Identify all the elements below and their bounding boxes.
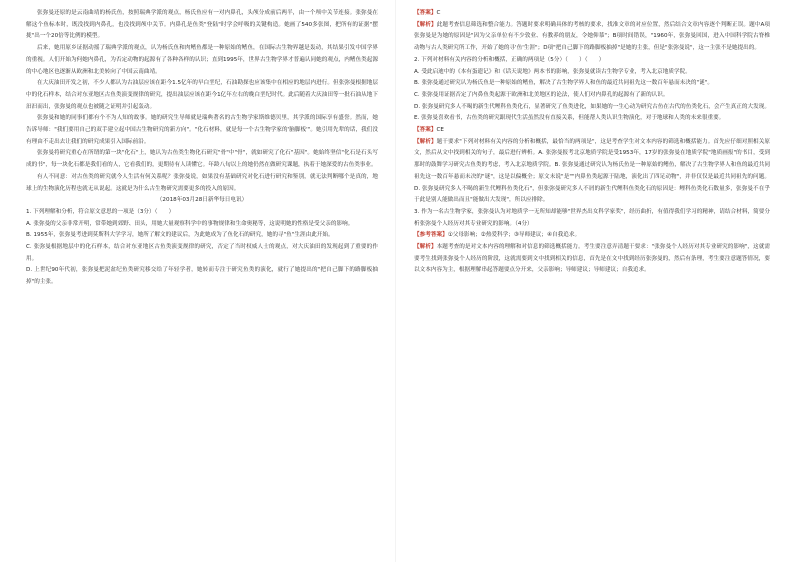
question-3: 3. 作为一名古生物学家，张弥曼认为对地质学一无所知却能够"世界杰出女科学家奖"，经历曲折，有值得我们学习的精神，请结合材料，简要分析张弥曼个人经历对其专业研究的影响。（4分）: [414, 208, 770, 227]
answer-1: [414, 8, 770, 20]
reference-answer-label: 【参考答案】: [414, 232, 448, 239]
question-2-option-a: A. 受此启迪中的《本有蛋遗记》和《话天说地》两本书的影响，张弥曼就读古生物学专业，考入北京地质学院。: [414, 68, 691, 75]
passage-paragraph: 后来，她用原乡证据动摇了瑞典学派的观点，认为杨氏鱼和肉鳍鱼都是一种原始的鳍鱼，在国际古生物界越是轰动，其结果引发中国学界的重视。人们开始为何她内鼻孔，为否定动物的起源有了各种各样的认识；直到1995年，世界古生物学界才普遍认同她的观点，内鳍鱼类起源的中心地区也逐渐从欧洲和北美转向了中国云南曲靖。: [26, 45, 378, 75]
analysis-text: 本题考查的是对文本内容的理解和对信息的筛选概括能力。考生要注意弄清题干要求："张弥曼个人经历对其专业研究的影响"，这就需要考生找到张弥曼个人经历的阶段，这就需要到文中找到相关的信息，首先是在文中找到经历张弥曼的，然后有条理，考生要注意题答情况，要以文本内容为主，根据理解串起答题要点分开来，父亲影响；导师建议；导师建议；自我追求。: [414, 244, 770, 274]
question-1-option-a: A. 张弥曼的父亲非常开明，常带她到郊野、田头，用她大量观察科学中的事物规律和生命奥秘等，这说明她的性格是受父亲的影响。: [26, 220, 354, 227]
passage-paragraph: 在大庆油田开发之初，不少人都认为古油层应该在距今1.5亿年的早白垩纪，石油勘探也应该集中在相应的地层内进行。但张弥曼根据地层中的化石样本，结合对东亚地区古鱼类演变规律的研究，提出油层应该在距今1亿年左右的晚白垩纪时代。此后随着大庆油田等一批石油从地下汩汩而出，张弥曼的观点也被随之证明并引起轰动。: [26, 80, 378, 110]
passage-paragraph: 张弥曼还原的是云南曲靖的杨氏鱼，按照瑞典学派的观点，杨氏鱼应有一对内鼻孔，头颅分成前后两半，由一个颅中关节连接。张弥曼在解这个鱼标本时，既没找到内鼻孔，也没找到颅中关节。内鼻孔是鱼类"登陆"时学会呼吸的关键构造。她画了540多张图，把所有的证据"摆拢"出一个20倍等比例的模型。: [26, 10, 378, 40]
left-column: [26, 8, 378, 289]
passage-paragraph: 张弥曼将研究重心在所谓的第一块"化石"上，她认为古鱼类生物化石研究"骨"中"骨"，就如研究了化石"基因"。她始终坚信"化石是石头写成的书"，每一块化石都是我们看的人，它看我们的，更期待有人读懂它。年龄八旬以上的她仍然在做研究课题，执着于她深爱的古鱼类事业。: [26, 150, 378, 169]
analysis-label: 【解析】: [414, 244, 437, 251]
question-2-option-d: D. 张弥曼研究多人不喝的新生代鲤科鱼类化石，显著研究了鱼类进化，如果她的一生心动为研究古鱼在古代的鱼类化石，会产生真正的大发现。: [414, 103, 770, 110]
passage-paragraph: 张弥曼和她的同事们都有个不为人知的故事。她的研究生导师就是瑞典著名的古生物学家斯维德贝里，其学派的国际享有盛誉。然而，她告诉导师："我们要用自己的双手建立起中国古生物研究的新方向"。"化石材料，就是每一个古生物学家的'脑脚板'"。她引用先辈的话，我们没有理由不走出去让我们的研究成果引入国际前沿。: [26, 115, 378, 145]
passage-source: （2018年03月28日新华每日电讯）: [156, 197, 248, 204]
question-1-option-d: D. 上世纪90年代初，张弥曼把泥盆纪鱼类研究移交给了年轻学者，她转而专注于研究鱼类的演化，就行了她提出的"把自己脚下的路脚板抽掉"的主张。: [26, 267, 378, 286]
question-2-option-e: E. 张弥曼喜欢看书，古鱼类的研究跟现代生活虽然没有直接关系，但能帮人类认识生物演化，对于地球和人类的未来很重要。: [414, 115, 725, 122]
analysis-text: 题干要求"下列对材料有关内容的分析和概括，最恰当的两项是"，这是考查学生对文本内容的筛选和概括能力。首先应仔细对照相关原文，然后从文中找到相关的句子，最后进行辨析。A. 张弥曼报考北京地质学院是受1953年，17岁的张弥曼在地质学院"地质画报"的书目，受到那时的鼓舞学习研究古鱼类的考虑，考入北京地质学院。B. 张弥曼通过研究认为杨氏鱼是一种原始的鳍鱼，解决了古生物学界人和鱼的最近共同祖先这一数百年悬而未决的"谜"，这是以偏概全；原文未说"是""内鼻鱼类起源于陆地，演化出了四足动物"，并非仅仅是最近共同祖先的问题。D. 张弥曼研究多人不喝的新生代鲤科鱼类化石"，但张弥曼研究多人不屑的新生代鲤科鱼类化石的原因是：鲤科鱼类化石数量多，张弥曼不在乎于此是别人能做出而且"能做出大发现"，所以应排除。: [414, 138, 770, 204]
passage-paragraph: 有人不同意：对古鱼类的研究就今人生活有何关系呢？张弥曼说，如果没有基础研究对化石进行研究和鉴别，就无法判断哪个是真的，地球上的生物演化历程也就无从说起。这就是为什么古生物研究需要更多的投入的原因。: [26, 173, 378, 192]
question-1: 1. 下列理解和分析，符合原文意思的一项是（3分）（ ）: [26, 208, 175, 215]
answer-label: 【答案】: [414, 10, 437, 16]
answer-value: CE: [436, 127, 444, 134]
analysis-label: 【解析】: [414, 21, 437, 28]
answer-2: [414, 125, 770, 137]
right-column: [414, 8, 770, 277]
analysis-3: [414, 242, 770, 277]
answer-label: 【答案】: [414, 127, 437, 134]
answer-3: [414, 230, 770, 242]
analysis-text: 此题考查信息筛选和整合能力。答题时要求明确具体的考核的要求，找准文章的对应位置，然后结合文章内容逐个判断正误。题中A项张弥曼是为她的原因是"因为父亲单位有不少敦业、有教养的朋友，令她仰慕"；B项时间错误，"1960年，张弥曼回国，进入中国科学院古脊椎动物与古人类研究所工作，开始了她的寻'鱼'生涯"；D项"把自己脚下的路脚板抽掉"是她的主张，但是"张弥曼说"，这一主张不是她提出的。: [414, 21, 770, 52]
question-1-option-c: C. 张弥曼根据地层中的化石样本，结合对东亚地区古鱼类演变规律的研究，否定了当时权威人士的观点，对大庆油田的发现起到了重要的作用。: [26, 244, 378, 262]
question-1-option-b: B. 1955年，张弥曼考进到莫斯科大学学习，她所了解文的建议后，为此她成为了鱼化石的研究，她的寻"鱼"生涯由此开始。: [26, 232, 334, 239]
page-divider: [395, 0, 396, 562]
analysis-2: [414, 137, 770, 207]
question-2-option-c: C. 张弥曼用证据否定了内鼻鱼类起源于欧洲和北美地区的论法，使人们对内鼻孔的起源有了新的认识。: [414, 91, 669, 98]
analysis-1: [414, 20, 770, 55]
answer-value: C: [436, 10, 441, 16]
answer-value: ①父母影响；②热爱科学；③导师建议；④自我追求。: [447, 232, 581, 239]
question-2: 2. 下列对材料有关内容的分析和概括，正确的两项是（5分）（ ）（ ）: [414, 56, 605, 63]
analysis-label: 【解析】: [414, 138, 437, 145]
question-2-option-b: B. 张弥曼通过研究认为杨氏鱼是一种原始的鳍鱼，解决了古生物学界人和鱼的最近共同祖先这一数百年悬而未决的"谜"。: [414, 80, 713, 87]
